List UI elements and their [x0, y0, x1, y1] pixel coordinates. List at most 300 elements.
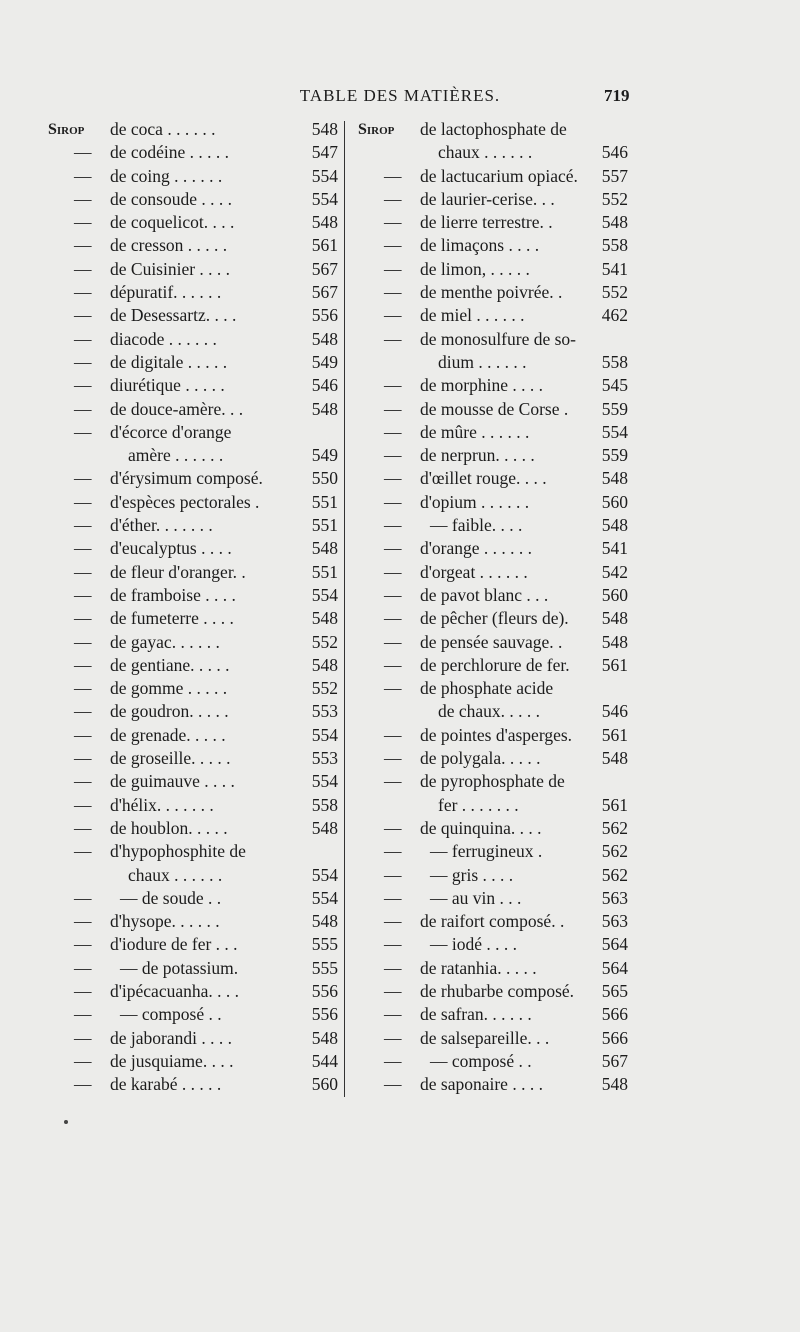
entry-text: — composé . .	[430, 1050, 532, 1071]
entry-page-number: 551	[311, 491, 338, 512]
entry-prefix: —	[384, 305, 402, 326]
entry-text: dépuratif. . . . . .	[110, 282, 222, 303]
entry-prefix: —	[384, 491, 402, 512]
entry-prefix: —	[74, 515, 92, 536]
entry-prefix: —	[74, 142, 92, 163]
entry-prefix: —	[74, 212, 92, 233]
entry-prefix: —	[384, 561, 402, 582]
entry-page-number: 556	[311, 980, 338, 1001]
entry-prefix: —	[74, 561, 92, 582]
entry-page-number: 548	[311, 608, 338, 629]
entry-page-number: 558	[601, 351, 628, 372]
index-entry	[48, 887, 338, 910]
entry-prefix: —	[384, 934, 402, 955]
index-entry	[358, 794, 628, 817]
index-entry	[48, 211, 338, 234]
index-entry	[358, 467, 628, 490]
entry-page-number: 561	[601, 654, 628, 675]
entry-prefix: —	[74, 305, 92, 326]
entry-text: — faible. . . .	[430, 515, 523, 536]
entry-text: — au vin . . .	[430, 887, 522, 908]
entry-text: d'opium . . . . . .	[420, 491, 530, 512]
entry-prefix: —	[384, 165, 402, 186]
index-entry	[48, 1050, 338, 1073]
index-entry	[358, 770, 628, 793]
entry-prefix: —	[74, 771, 92, 792]
entry-page-number: 548	[311, 398, 338, 419]
entry-text: de cresson . . . . .	[110, 235, 228, 256]
entry-page-number: 547	[311, 142, 338, 163]
entry-text: de jaborandi . . . .	[110, 1027, 232, 1048]
index-entry	[358, 700, 628, 723]
entry-text: de pyrophosphate de	[420, 771, 565, 792]
entry-text: de jusquiame. . . .	[110, 1050, 234, 1071]
running-header-title: TABLE DES MATIÈRES.	[299, 86, 501, 105]
ink-speck	[64, 1120, 68, 1124]
entry-prefix: —	[74, 1027, 92, 1048]
index-entry	[48, 654, 338, 677]
entry-text: de grenade. . . . .	[110, 724, 226, 745]
entry-page-number: 554	[311, 188, 338, 209]
index-entry	[358, 584, 628, 607]
index-entry	[358, 374, 628, 397]
index-entry	[48, 374, 338, 397]
entry-text: de quinquina. . . .	[420, 817, 542, 838]
entry-text: de pointes d'asperges.	[420, 724, 573, 745]
entry-text: de coca . . . . . .	[110, 119, 216, 139]
index-entry	[48, 188, 338, 211]
index-entry	[358, 724, 628, 747]
entry-page-number: 560	[601, 584, 628, 605]
entry-text: de chaux. . . . .	[438, 701, 541, 722]
entry-text: d'éther. . . . . . .	[110, 515, 213, 536]
index-entry	[48, 677, 338, 700]
index-entry	[48, 561, 338, 584]
index-entry	[48, 700, 338, 723]
entry-page-number: 567	[601, 1050, 628, 1071]
entry-prefix: —	[74, 282, 92, 303]
entry-text: d'hélix. . . . . . .	[110, 794, 214, 815]
entry-page-number: 561	[311, 235, 338, 256]
index-entry	[358, 234, 628, 257]
entry-prefix: —	[74, 421, 92, 442]
entry-text: de limaçons . . . .	[420, 235, 540, 256]
entry-prefix: —	[384, 235, 402, 256]
entry-text: de gayac. . . . . .	[110, 631, 220, 652]
entry-prefix: —	[384, 771, 402, 792]
entry-page-number: 554	[311, 887, 338, 908]
index-entry	[48, 304, 338, 327]
index-entry	[358, 747, 628, 770]
entry-text: de mousse de Corse .	[420, 398, 569, 419]
entry-text: de pavot blanc . . .	[420, 584, 549, 605]
entry-page-number: 548	[601, 748, 628, 769]
entry-prefix: —	[74, 724, 92, 745]
index-entry	[48, 980, 338, 1003]
index-entry	[358, 1073, 628, 1096]
entry-text: d'érysimum composé.	[110, 468, 263, 489]
entry-text: d'ipécacuanha. . . .	[110, 980, 239, 1001]
entry-text: de fleur d'oranger. .	[110, 561, 246, 582]
entry-page-number: 564	[601, 957, 628, 978]
index-entry	[358, 281, 628, 304]
entry-page-number: 560	[311, 1074, 338, 1095]
entry-page-number: 462	[601, 305, 628, 326]
index-entry	[48, 1027, 338, 1050]
entry-page-number: 559	[601, 445, 628, 466]
entry-page-number: 555	[311, 957, 338, 978]
entry-text: — composé . .	[120, 1004, 222, 1025]
entry-text: diurétique . . . . .	[110, 375, 225, 396]
entry-text: — iodé . . . .	[430, 934, 518, 955]
entry-text: de Desessartz. . . .	[110, 305, 237, 326]
entry-prefix: —	[74, 701, 92, 722]
entry-text: chaux . . . . . .	[128, 864, 223, 885]
index-entry	[358, 351, 628, 374]
index-column-left	[48, 118, 338, 1096]
entry-prefix: —	[74, 584, 92, 605]
entry-page-number: 554	[601, 421, 628, 442]
entry-prefix: —	[74, 817, 92, 838]
entry-page-number: 549	[311, 351, 338, 372]
entry-prefix: —	[74, 654, 92, 675]
index-entry	[358, 328, 628, 351]
entry-page-number: 554	[311, 864, 338, 885]
index-entry	[48, 258, 338, 281]
entry-prefix: —	[74, 934, 92, 955]
entry-page-number: 554	[311, 771, 338, 792]
entry-prefix: —	[74, 351, 92, 372]
index-entry	[358, 211, 628, 234]
entry-prefix: —	[74, 631, 92, 652]
entry-text: de houblon. . . . .	[110, 817, 228, 838]
entry-text: — gris . . . .	[430, 864, 514, 885]
index-entry	[358, 607, 628, 630]
index-entry	[358, 980, 628, 1003]
index-entry	[358, 933, 628, 956]
index-entry	[358, 304, 628, 327]
entry-text: de douce-amère. . .	[110, 398, 244, 419]
entry-prefix: —	[384, 678, 402, 699]
index-entry	[358, 1027, 628, 1050]
index-entry	[48, 141, 338, 164]
entry-page-number: 562	[601, 841, 628, 862]
entry-text: de groseille. . . . .	[110, 748, 231, 769]
entry-prefix: —	[74, 887, 92, 908]
entry-prefix: —	[74, 678, 92, 699]
entry-text: — de soude . .	[120, 887, 222, 908]
entry-page-number: 553	[311, 701, 338, 722]
entry-prefix: —	[74, 258, 92, 279]
entry-page-number: 567	[311, 282, 338, 303]
entry-prefix: —	[74, 491, 92, 512]
entry-text: d'orange . . . . . .	[420, 538, 533, 559]
index-entry	[48, 770, 338, 793]
entry-prefix: —	[384, 1027, 402, 1048]
entry-page-number: 563	[601, 911, 628, 932]
index-entry	[358, 840, 628, 863]
entry-prefix: —	[74, 375, 92, 396]
entry-text: de menthe poivrée. .	[420, 282, 563, 303]
entry-page-number: 548	[311, 328, 338, 349]
index-entry	[358, 398, 628, 421]
entry-text: de miel . . . . . .	[420, 305, 525, 326]
index-entry	[48, 281, 338, 304]
entry-text: de gentiane. . . . .	[110, 654, 230, 675]
entry-text: de goudron. . . . .	[110, 701, 229, 722]
entry-prefix: —	[384, 468, 402, 489]
index-entry	[48, 165, 338, 188]
entry-page-number: 549	[311, 445, 338, 466]
entry-page-number: 561	[601, 794, 628, 815]
entry-prefix: —	[384, 1050, 402, 1071]
entry-page-number: 546	[601, 142, 628, 163]
index-entry	[48, 234, 338, 257]
entry-page-number: 555	[311, 934, 338, 955]
entry-prefix: —	[384, 724, 402, 745]
entry-prefix: Sirop	[48, 121, 85, 138]
entry-text: d'espèces pectorales .	[110, 491, 260, 512]
page-number: 719	[604, 86, 630, 105]
entry-page-number: 558	[601, 235, 628, 256]
entry-page-number: 566	[601, 1004, 628, 1025]
entry-prefix: —	[74, 1004, 92, 1025]
entry-text: d'hypophosphite de	[110, 841, 246, 862]
entry-prefix: —	[74, 538, 92, 559]
index-entry	[358, 258, 628, 281]
entry-page-number: 553	[311, 748, 338, 769]
entry-text: de consoude . . . .	[110, 188, 232, 209]
entry-prefix: —	[74, 608, 92, 629]
index-entry	[358, 1050, 628, 1073]
entry-page-number: 544	[311, 1050, 338, 1071]
entry-page-number: 546	[311, 375, 338, 396]
index-entry	[358, 1003, 628, 1026]
entry-prefix: —	[384, 817, 402, 838]
index-entry	[48, 421, 338, 444]
entry-text: de digitale . . . . .	[110, 351, 228, 372]
entry-page-number: 551	[311, 561, 338, 582]
index-entry	[48, 491, 338, 514]
index-entry	[48, 607, 338, 630]
entry-prefix: —	[384, 515, 402, 536]
entry-prefix: —	[384, 445, 402, 466]
entry-prefix: —	[74, 957, 92, 978]
entry-prefix: —	[384, 375, 402, 396]
index-entry	[358, 561, 628, 584]
entry-page-number: 565	[601, 980, 628, 1001]
index-entry	[48, 351, 338, 374]
index-entry	[48, 631, 338, 654]
entry-text: de lactophosphate de	[420, 119, 567, 139]
entry-page-number: 548	[601, 608, 628, 629]
entry-text: de gomme . . . . .	[110, 678, 228, 699]
entry-text: d'œillet rouge. . . .	[420, 468, 547, 489]
index-entry	[48, 910, 338, 933]
entry-prefix: —	[384, 212, 402, 233]
entry-page-number: 561	[601, 724, 628, 745]
entry-text: d'hysope. . . . . .	[110, 911, 220, 932]
entry-text: de nerprun. . . . .	[420, 445, 535, 466]
index-entry	[48, 584, 338, 607]
entry-page-number: 564	[601, 934, 628, 955]
entry-prefix: —	[384, 957, 402, 978]
entry-prefix: —	[74, 398, 92, 419]
index-entry	[358, 957, 628, 980]
entry-page-number: 545	[601, 375, 628, 396]
entry-prefix: —	[74, 468, 92, 489]
entry-text: de monosulfure de so-	[420, 328, 577, 349]
entry-text: de coquelicot. . . .	[110, 212, 235, 233]
entry-text: d'iodure de fer . . .	[110, 934, 238, 955]
entry-page-number: 548	[311, 212, 338, 233]
entry-prefix: —	[384, 258, 402, 279]
entry-prefix: —	[384, 608, 402, 629]
entry-text: — de potassium.	[120, 957, 239, 978]
index-column-right	[358, 118, 628, 1096]
entry-text: de laurier-cerise. . .	[420, 188, 555, 209]
entry-prefix: —	[384, 748, 402, 769]
index-entry	[48, 957, 338, 980]
index-entry	[48, 747, 338, 770]
entry-page-number: 562	[601, 864, 628, 885]
entry-text: de fumeterre . . . .	[110, 608, 234, 629]
entry-prefix: —	[384, 1074, 402, 1095]
index-entry	[48, 1073, 338, 1096]
index-entry	[48, 514, 338, 537]
entry-page-number: 542	[601, 561, 628, 582]
entry-page-number: 541	[601, 538, 628, 559]
entry-text: de Cuisinier . . . .	[110, 258, 231, 279]
entry-text: de codéine . . . . .	[110, 142, 230, 163]
entry-text: de ratanhia. . . . .	[420, 957, 537, 978]
entry-text: — ferrugineux .	[430, 841, 543, 862]
entry-prefix: —	[384, 864, 402, 885]
entry-page-number: 552	[601, 282, 628, 303]
entry-page-number: 541	[601, 258, 628, 279]
entry-prefix: —	[74, 911, 92, 932]
entry-page-number: 562	[601, 817, 628, 838]
entry-page-number: 552	[311, 631, 338, 652]
entry-prefix: —	[74, 841, 92, 862]
entry-page-number: 548	[311, 538, 338, 559]
entry-page-number: 558	[311, 794, 338, 815]
entry-text: d'écorce d'orange	[110, 421, 232, 442]
entry-page-number: 548	[311, 654, 338, 675]
index-entry	[358, 817, 628, 840]
entry-prefix: —	[74, 1074, 92, 1095]
entry-page-number: 548	[311, 911, 338, 932]
entry-prefix: —	[384, 887, 402, 908]
index-entry	[48, 794, 338, 817]
entry-text: de polygala. . . . .	[420, 748, 541, 769]
index-entry	[358, 654, 628, 677]
entry-prefix: —	[384, 421, 402, 442]
index-entry	[358, 864, 628, 887]
index-entry	[48, 840, 338, 863]
entry-page-number: 563	[601, 887, 628, 908]
index-entry	[48, 467, 338, 490]
entry-prefix: —	[74, 980, 92, 1001]
entry-text: d'orgeat . . . . . .	[420, 561, 528, 582]
entry-prefix: —	[74, 794, 92, 815]
index-entry	[48, 817, 338, 840]
entry-prefix: —	[74, 188, 92, 209]
entry-prefix: —	[384, 328, 402, 349]
entry-page-number: 552	[601, 188, 628, 209]
entry-prefix: —	[384, 1004, 402, 1025]
entry-prefix: —	[384, 841, 402, 862]
entry-text: fer . . . . . . .	[438, 794, 519, 815]
entry-page-number: 556	[311, 305, 338, 326]
entry-text: de safran. . . . . .	[420, 1004, 532, 1025]
entry-page-number: 548	[601, 1074, 628, 1095]
index-entry	[358, 514, 628, 537]
entry-page-number: 551	[311, 515, 338, 536]
entry-page-number: 559	[601, 398, 628, 419]
entry-page-number: 548	[601, 468, 628, 489]
index-entry	[358, 887, 628, 910]
entry-text: dium . . . . . .	[438, 351, 527, 372]
entry-text: de lactucarium opiacé.	[420, 165, 578, 186]
entry-text: de pêcher (fleurs de).	[420, 608, 569, 629]
index-entry	[358, 537, 628, 560]
entry-text: de lierre terrestre. .	[420, 212, 553, 233]
index-entry	[48, 724, 338, 747]
index-entry	[358, 421, 628, 444]
entry-prefix: —	[384, 980, 402, 1001]
index-entry	[358, 910, 628, 933]
entry-text: de coing . . . . . .	[110, 165, 223, 186]
index-entry	[48, 328, 338, 351]
index-entry	[48, 933, 338, 956]
column-divider	[344, 121, 345, 1097]
index-entry	[358, 118, 628, 141]
entry-page-number: 554	[311, 584, 338, 605]
entry-text: chaux . . . . . .	[438, 142, 533, 163]
entry-text: de guimauve . . . .	[110, 771, 235, 792]
entry-prefix: —	[384, 188, 402, 209]
entry-page-number: 548	[311, 1027, 338, 1048]
index-entry	[358, 631, 628, 654]
entry-text: de limon, . . . . .	[420, 258, 530, 279]
index-entry	[358, 444, 628, 467]
entry-text: de pensée sauvage. .	[420, 631, 563, 652]
entry-prefix: —	[384, 631, 402, 652]
entry-prefix: —	[384, 282, 402, 303]
index-entry	[48, 398, 338, 421]
entry-text: de phosphate acide	[420, 678, 554, 699]
entry-page-number: 546	[601, 701, 628, 722]
entry-page-number: 548	[311, 817, 338, 838]
entry-page-number: 567	[311, 258, 338, 279]
index-entry	[358, 677, 628, 700]
entry-text: de salsepareille. . .	[420, 1027, 550, 1048]
entry-prefix: —	[384, 911, 402, 932]
index-entry	[358, 165, 628, 188]
index-entry	[48, 118, 338, 141]
entry-page-number: 548	[601, 631, 628, 652]
entry-text: de morphine . . . .	[420, 375, 543, 396]
index-entry	[48, 1003, 338, 1026]
index-entry	[358, 491, 628, 514]
index-entry	[48, 864, 338, 887]
entry-page-number: 566	[601, 1027, 628, 1048]
entry-text: amère . . . . . .	[128, 445, 224, 466]
entry-text: de framboise . . . .	[110, 584, 236, 605]
index-entry	[48, 537, 338, 560]
entry-text: de perchlorure de fer.	[420, 654, 570, 675]
